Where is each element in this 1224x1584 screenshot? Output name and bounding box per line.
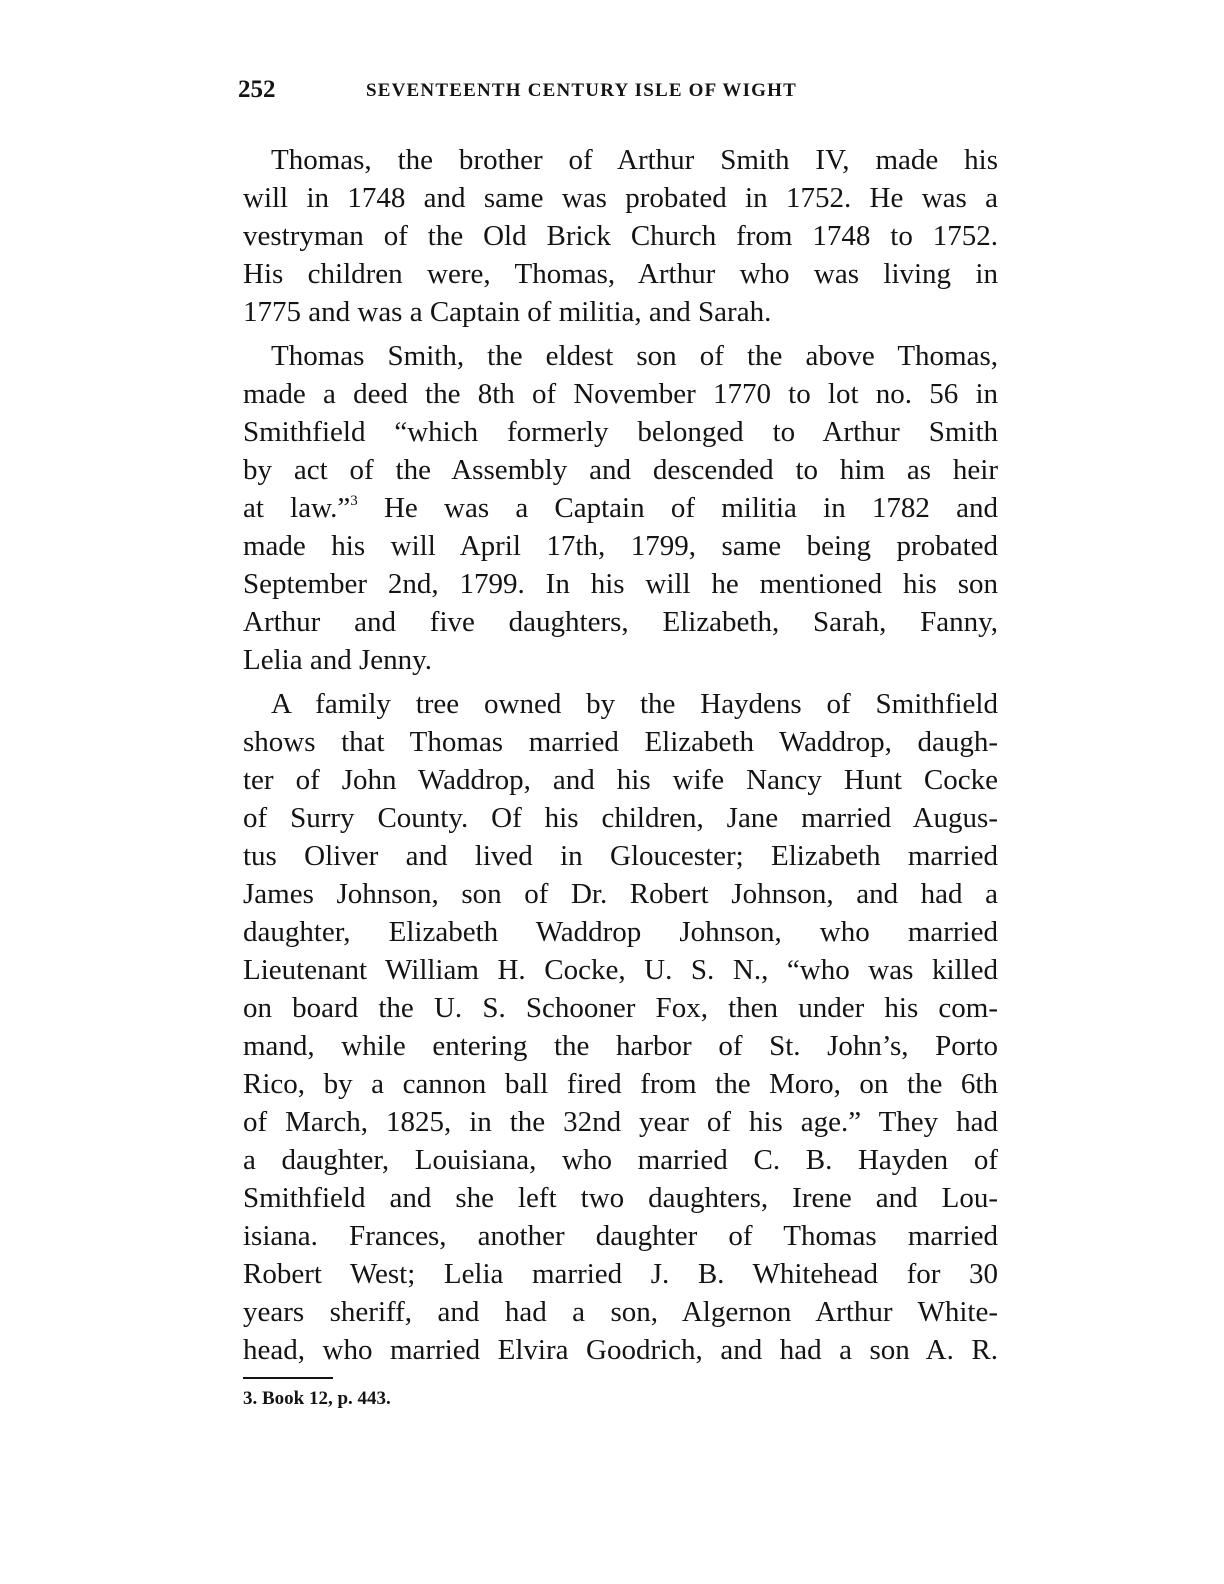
- text-line: daughter, Elizabeth Waddrop Johnson, who married: [243, 916, 998, 948]
- footnote-marker: 3: [350, 493, 358, 509]
- text-line: made a deed the 8th of November 1770 to lot no. 56 in: [243, 378, 998, 410]
- running-title: SEVENTEENTH CENTURY ISLE OF WIGHT: [366, 80, 797, 101]
- body-text: [243, 141, 998, 1369]
- footnote-divider: [243, 1377, 333, 1379]
- text-line: isiana. Frances, another daughter of Thomas married: [243, 1220, 998, 1252]
- paragraph-2: [243, 337, 998, 679]
- text-line: Robert West; Lelia married J. B. Whitehead for 30: [243, 1258, 998, 1290]
- text-line-with-footnote: [243, 489, 998, 527]
- text-line: James Johnson, son of Dr. Robert Johnson, and had a: [243, 878, 998, 910]
- paragraph-3: [243, 685, 998, 1369]
- page-number: 252: [238, 76, 276, 103]
- text-line: September 2nd, 1799. In his will he mentioned his son: [243, 568, 998, 600]
- text-line: Lelia and Jenny.: [243, 644, 432, 676]
- text-line: head, who married Elvira Goodrich, and had a son A. R.: [243, 1334, 998, 1366]
- text-line: made his will April 17th, 1799, same being probated: [243, 530, 998, 562]
- text-line: of Surry County. Of his children, Jane married Augus-: [243, 802, 998, 834]
- text-line: a daughter, Louisiana, who married C. B. Hayden of: [243, 1144, 998, 1176]
- text-line: shows that Thomas married Elizabeth Waddrop, daugh-: [243, 726, 998, 758]
- text-line: Rico, by a cannon ball fired from the Moro, on the 6th: [243, 1068, 998, 1100]
- text-line: of March, 1825, in the 32nd year of his age.” They had: [243, 1106, 998, 1138]
- text-fragment: He was a Captain of militia in 1782 and: [357, 492, 998, 524]
- text-line: Lieutenant William H. Cocke, U. S. N., “who was killed: [243, 954, 998, 986]
- text-line: His children were, Thomas, Arthur who was living in: [243, 258, 998, 290]
- running-head: [238, 76, 998, 106]
- text-line: ter of John Waddrop, and his wife Nancy Hunt Cocke: [243, 764, 998, 796]
- paragraph-1: [243, 141, 998, 331]
- text-line: 1775 and was a Captain of militia, and Sarah.: [243, 296, 772, 328]
- text-line: Smithfield and she left two daughters, Irene and Lou-: [243, 1182, 998, 1214]
- text-line: A family tree owned by the Haydens of Smithfield: [271, 688, 998, 720]
- text-line: on board the U. S. Schooner Fox, then under his com-: [243, 992, 998, 1024]
- text-line: vestryman of the Old Brick Church from 1748 to 1752.: [243, 220, 998, 252]
- text-line: years sheriff, and had a son, Algernon Arthur White-: [243, 1296, 998, 1328]
- text-line: by act of the Assembly and descended to him as heir: [243, 454, 998, 486]
- text-line: Thomas, the brother of Arthur Smith IV, made his: [271, 144, 998, 176]
- text-line: tus Oliver and lived in Gloucester; Elizabeth married: [243, 840, 998, 872]
- text-line: will in 1748 and same was probated in 1752. He was a: [243, 182, 998, 214]
- text-line: Thomas Smith, the eldest son of the above Thomas,: [271, 340, 998, 372]
- text-line: Arthur and five daughters, Elizabeth, Sarah, Fanny,: [243, 606, 998, 638]
- footnote: 3. Book 12, p. 443.: [243, 1388, 391, 1409]
- text-line: Smithfield “which formerly belonged to Arthur Smith: [243, 416, 998, 448]
- text-line: mand, while entering the harbor of St. John’s, Porto: [243, 1030, 998, 1062]
- text-fragment: at law.”: [243, 492, 351, 524]
